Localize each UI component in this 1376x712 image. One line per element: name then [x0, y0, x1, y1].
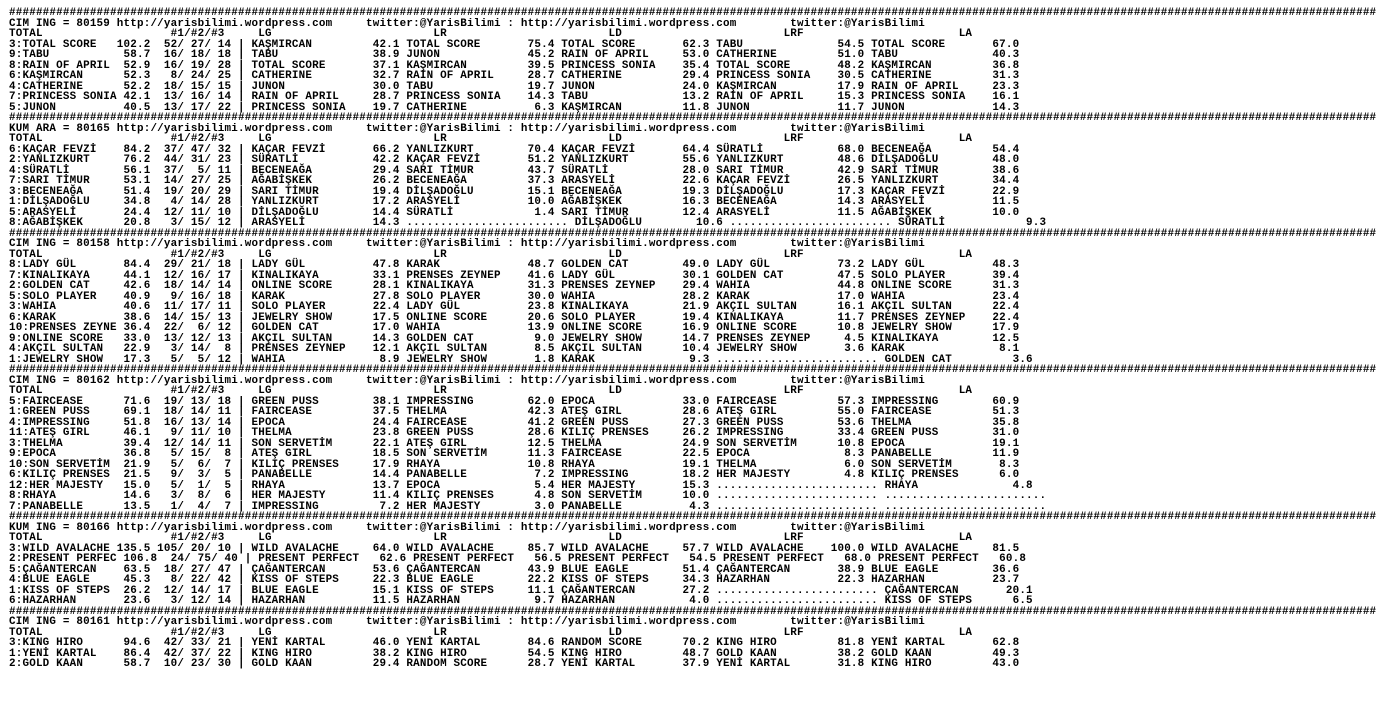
text-line: 6:KAŞMIRCAN 52.3 8/ 24/ 25 | CATHERINE 32.7 RAIN OF APRIL 28.7 CATHERINE 29.4 PRINCESS SONIA 30.5 CATHERINE 31.3	[9, 70, 1020, 82]
text-line: KUM ARA = 80165 http://yarisbilimi.wordpress.com twitter:@YarisBilimi : http://yarisbilimi.wordpress.com twitter:@YarisBilimi	[9, 122, 926, 135]
text-line: 4:SÜRATLİ 56.1 37/ 5/ 11 | BECENEAĞA 29.4 SARI TİMUR 43.7 SÜRATLİ 28.0 SARI TİMUR 42.9 SARI TİMUR 38.6	[9, 164, 1020, 177]
text-line: TOTAL #1/#2/#3 LG LR LD LRF LA	[9, 133, 973, 145]
text-line: 8:LADY GÜL 84.4 29/ 21/ 18 | LADY GÜL 47.8 KARAK 48.7 GOLDEN CAT 49.0 LADY GÜL 73.2 LADY GÜL 48.3	[9, 259, 1020, 271]
text-line: TOTAL #1/#2/#3 LG LR LD LRF LA	[9, 248, 973, 261]
text-line: TOTAL #1/#2/#3 LG LR LD LRF LA	[9, 385, 973, 397]
text-line: 2:GOLDEN CAT 42.6 18/ 14/ 14 | ONLINE SCORE 28.1 KINALIKAYA 31.3 PRENSES ZEYNEP 29.4 WAHIA 44.8 ONLINE SCORE 31.3	[9, 280, 1020, 292]
text-line: 5:JUNON 40.5 13/ 17/ 22 | PRINCESS SONIA 19.7 CATHERINE 6.3 KAŞMIRCAN 11.8 JUNON 11.7 JUNON 14.3	[9, 101, 1020, 114]
separator-line: ###########################################################################################################################################################################################################	[9, 511, 1376, 523]
text-line: CIM ING = 80158 http://yarisbilimi.wordpress.com twitter:@YarisBilimi : http://yarisbilimi.wordpress.com twitter:@YarisBilimi	[9, 238, 926, 250]
text-line: 9:ONLINE SCORE 33.0 13/ 12/ 13 | AKÇIL SULTAN 14.3 GOLDEN CAT 9.0 JEWELRY SHOW 14.7 PRENSES ZEYNEP 4.5 KINALIKAYA 12.5	[9, 332, 1020, 345]
text-line: 4:AKÇIL SULTAN 22.9 3/ 14/ 8 | PRENSES ZEYNEP 12.1 AKÇIL SULTAN 8.5 AKÇIL SULTAN 10.4 JEWELRY SHOW 3.6 KARAK 8.1	[9, 343, 1020, 355]
text-line: TOTAL #1/#2/#3 LG LR LD LRF LA	[9, 28, 973, 40]
text-line: 4:IMPRESSING 51.8 16/ 13/ 14 | EPOCA 24.4 FAIRCEASE 41.2 GREEN PUSS 27.3 GREEN PUSS 53.6 THELMA 35.8	[9, 416, 1020, 429]
separator-line: ###########################################################################################################################################################################################################	[9, 112, 1376, 124]
text-line: CIM ING = 80159 http://yarisbilimi.wordpress.com twitter:@YarisBilimi : http://yarisbilimi.wordpress.com twitter:@YarisBilimi	[9, 17, 926, 30]
text-line: 5:ARASYELİ 24.4 12/ 11/ 10 | DİLŞADOĞLU 14.4 SÜRATLİ 1.4 SARI TİMUR 12.4 ARASYELİ 11.5 AĞABİŞKEK 10.0	[9, 206, 1020, 219]
text-line: 6:KARAK 38.6 14/ 15/ 13 | JEWELRY SHOW 17.5 ONLINE SCORE 20.6 SOLO PLAYER 19.4 KINALIKAYA 11.7 PRENSES ZEYNEP 22.4	[9, 311, 1020, 324]
text-line: 4:BLUE EAGLE 45.3 8/ 22/ 42 | KISS OF STEPS 22.3 BLUE EAGLE 22.2 KISS OF STEPS 34.3 HAZARHAN 22.3 HAZARHAN 23.7	[9, 574, 1020, 586]
text-line: 3:WILD AVALACHE 135.5 105/ 20/ 10 | WILD AVALACHE 64.0 WILD AVALACHE 85.7 WILD AVALACHE 57.7 WILD AVALACHE 100.0 WILD AVALACHE 81.5	[9, 542, 1020, 555]
text-line: 3:THELMA 39.4 12/ 14/ 11 | SON SERVETİM 22.1 ATEŞ GIRL 12.5 THELMA 24.9 SON SERVETİM 10.8 EPOCA 19.1	[9, 437, 1020, 450]
race-report-text	[9, 7, 1376, 712]
text-line: 8:RAIN OF APRIL 52.9 16/ 19/ 28 | TOTAL SCORE 37.1 KAŞMIRCAN 39.5 PRINCESS SONIA 35.4 TOTAL SCORE 48.2 KAŞMIRCAN 36.8	[9, 59, 1020, 72]
text-line: 2:PRESENT PERFEC 106.8 24/ 75/ 40 | PRESENT PERFECT 62.6 PRESENT PERFECT 56.5 PRESENT PERFECT 54.5 PRESENT PERFECT 68.0 PRESENT PERFECT 60.8	[9, 553, 1027, 565]
text-line: 1:DİLŞADOĞLU 34.8 4/ 14/ 28 | YANLIZKURT 17.2 ARASYELİ 10.0 AĞABİŞKEK 16.3 BECENEAĞA 14.3 ARASYELİ 11.5	[9, 196, 1020, 208]
text-line: 4:CATHERINE 52.2 18/ 15/ 15 | JUNON 30.0 TABU 19.7 JUNON 24.0 KAŞMIRCAN 17.9 RAIN OF APRIL 23.3	[9, 80, 1020, 93]
separator-line: ###########################################################################################################################################################################################################	[9, 227, 1376, 240]
text-line: CIM ING = 80162 http://yarisbilimi.wordpress.com twitter:@YarisBilimi : http://yarisbilimi.wordpress.com twitter:@YarisBilimi	[9, 374, 926, 387]
text-line: 5:FAIRCEASE 71.6 19/ 13/ 18 | GREEN PUSS 38.1 IMPRESSING 62.0 EPOCA 33.0 FAIRCEASE 57.3 IMPRESSING 60.9	[9, 395, 1020, 408]
text-line: 5:SOLO PLAYER 40.9 9/ 16/ 18 | KARAK 27.8 SOLO PLAYER 30.0 WAHIA 28.2 KARAK 17.0 WAHIA 23.4	[9, 290, 1020, 303]
text-line: 1:KISS OF STEPS 26.2 12/ 14/ 17 | BLUE EAGLE 15.1 KISS OF STEPS 11.1 ÇAĞANTERCAN 27.2 ........................ ÇAĞANTERCAN 20.1	[9, 584, 1033, 597]
text-line: TOTAL #1/#2/#3 LG LR LD LRF LA	[9, 626, 973, 639]
text-line: 2:GOLD KAAN 58.7 10/ 23/ 30 | GOLD KAAN 29.4 RANDOM SCORE 28.7 YENİ KARTAL 37.9 YENİ KARTAL 31.8 KING HIRO 43.0	[9, 658, 1020, 670]
text-line: 6:HAZARHAN 23.6 3/ 12/ 14 | HAZARHAN 11.5 HAZARHAN 9.7 HAZARHAN 4.0 ........................ KISS OF STEPS 6.5	[9, 595, 1033, 607]
text-line: 1:GREEN PUSS 69.1 18/ 14/ 11 | FAIRCEASE 37.5 THELMA 42.3 ATEŞ GIRL 28.6 ATEŞ GIRL 55.0 FAIRCEASE 51.3	[9, 406, 1020, 418]
text-line: 7:PRINCESS SONIA 42.1 13/ 16/ 14 | RAIN OF APRIL 28.7 PRINCESS SONIA 14.3 TABU 13.2 RAIN OF APRIL 15.3 PRINCESS SONIA 16.1	[9, 91, 1020, 103]
text-line: 3:WAHIA 40.6 11/ 17/ 11 | SOLO PLAYER 22.4 LADY GÜL 23.8 KINALIKAYA 21.9 AKÇIL SULTAN 16.1 AKÇIL SULTAN 22.4	[9, 301, 1020, 313]
text-line: 7:PANABELLE 13.5 1/ 4/ 7 | IMPRESSING 7.2 HER MAJESTY 3.0 PANABELLE 4.3 ........................ ........................	[9, 500, 1047, 513]
text-line: 9:TABU 58.7 16/ 18/ 18 | TABU 38.9 JUNON 45.2 RAIN OF APRIL 53.0 CATHERINE 51.0 TABU 40.3	[9, 49, 1020, 61]
separator-line: ###########################################################################################################################################################################################################	[9, 605, 1376, 618]
text-line: 5:ÇAĞANTERCAN 63.5 18/ 27/ 47 | ÇAĞANTERCAN 53.6 ÇAĞANTERCAN 43.9 BLUE EAGLE 51.4 ÇAĞANTERCAN 38.9 BLUE EAGLE 36.6	[9, 563, 1020, 576]
text-line: 12:HER MAJESTY 15.0 5/ 1/ 5 | RHAYA 13.7 EPOCA 5.4 HER MAJESTY 15.3 ........................ RHAYA 4.8	[9, 479, 1033, 492]
text-line: CIM ING = 80161 http://yarisbilimi.wordpress.com twitter:@YarisBilimi : http://yarisbilimi.wordpress.com twitter:@YarisBilimi	[9, 616, 926, 628]
text-line: 10:SON SERVETİM 21.9 5/ 6/ 7 | KILIÇ PRENSES 17.9 RHAYA 10.8 RHAYA 19.1 THELMA 6.0 SON SERVETİM 8.3	[9, 458, 1020, 471]
text-line: 7:SARI TİMUR 53.1 14/ 27/ 25 | AĞABİŞKEK 26.2 BECENEAĞA 37.3 ARASYELİ 22.6 KAÇAR FEVZİ 26.5 YANLIZKURT 34.4	[9, 175, 1020, 187]
text-line: 6:KAÇAR FEVZİ 84.2 37/ 47/ 32 | KAÇAR FEVZİ 66.2 YANLIZKURT 70.4 KAÇAR FEVZİ 64.4 SÜRATLİ 68.0 BECENEAĞA 54.4	[9, 143, 1020, 156]
text-line: 11:ATEŞ GIRL 46.1 9/ 11/ 10 | THELMA 23.8 GREEN PUSS 28.6 KILIÇ PRENSES 26.2 IMPRESSING 33.4 GREEN PUSS 31.0	[9, 427, 1020, 439]
text-line: 3:KING HIRO 94.6 42/ 33/ 21 | YENİ KARTAL 46.0 YENİ KARTAL 84.6 RANDOM SCORE 70.2 KING HIRO 81.8 YENİ KARTAL 62.8	[9, 637, 1020, 649]
text-line: 1:YENİ KARTAL 86.4 42/ 37/ 22 | KING HIRO 38.2 KING HIRO 54.5 KING HIRO 48.7 GOLD KAAN 38.2 GOLD KAAN 49.3	[9, 647, 1020, 660]
text-line: 10:PRENSES ZEYNE 36.4 22/ 6/ 12 | GOLDEN CAT 17.0 WAHIA 13.9 ONLINE SCORE 16.9 ONLINE SCORE 10.8 JEWELRY SHOW 17.9	[9, 322, 1020, 334]
text-line: 3:BECENEAĞA 51.4 19/ 20/ 29 | SARI TİMUR 19.4 DİLŞADOĞLU 15.1 BECENEAĞA 19.3 DİLŞADOĞLU 17.3 KAÇAR FEVZİ 22.9	[9, 185, 1020, 198]
text-line: 7:KINALIKAYA 44.1 12/ 16/ 17 | KINALIKAYA 33.1 PRENSES ZEYNEP 41.6 LADY GÜL 30.1 GOLDEN CAT 47.5 SOLO PLAYER 39.4	[9, 269, 1020, 282]
text-line: 9:EPOCA 36.8 5/ 15/ 8 | ATEŞ GIRL 18.5 SON SERVETİM 11.3 FAIRCEASE 22.5 EPOCA 8.3 PANABELLE 11.9	[9, 448, 1020, 460]
text-line: 8:RHAYA 14.6 3/ 8/ 6 | HER MAJESTY 11.4 KILIÇ PRENSES 4.8 SON SERVETİM 10.0 ........................ ........................	[9, 490, 1047, 502]
separator-line: ###########################################################################################################################################################################################################	[9, 7, 1376, 19]
text-line: 6:KILIÇ PRENSES 21.5 9/ 3/ 5 | PANABELLE 14.4 PANABELLE 7.2 IMPRESSING 18.2 HER MAJESTY 4.8 KILIÇ PRENSES 6.0	[9, 469, 1020, 481]
text-line: 3:TOTAL SCORE 102.2 52/ 27/ 14 | KAŞMIRCAN 42.1 TOTAL SCORE 75.4 TOTAL SCORE 62.3 TABU 54.5 TOTAL SCORE 67.0	[9, 38, 1020, 51]
text-line: KUM ING = 80166 http://yarisbilimi.wordpress.com twitter:@YarisBilimi : http://yarisbilimi.wordpress.com twitter:@YarisBilimi	[9, 521, 926, 534]
separator-line: ###########################################################################################################################################################################################################	[9, 364, 1376, 376]
text-line: TOTAL #1/#2/#3 LG LR LD LRF LA	[9, 532, 973, 544]
text-line: 8:AĞABİŞKEK 20.8 3/ 15/ 12 | ARASYELİ 14.3 ........................ DİLŞADOĞLU 10.6 ........................ SÜRATLİ 9.3	[9, 217, 1047, 229]
text-line: 1:JEWELRY SHOW 17.3 5/ 5/ 12 | WAHIA 8.9 JEWELRY SHOW 1.8 KARAK 9.3 ........................ GOLDEN CAT 3.6	[9, 353, 1033, 366]
text-line: 2:YANLIZKURT 76.2 44/ 31/ 23 | SÜRATLİ 42.2 KAÇAR FEVZİ 51.2 YANLIZKURT 55.6 YANLIZKURT 48.6 DİLŞADOĞLU 48.0	[9, 154, 1020, 166]
